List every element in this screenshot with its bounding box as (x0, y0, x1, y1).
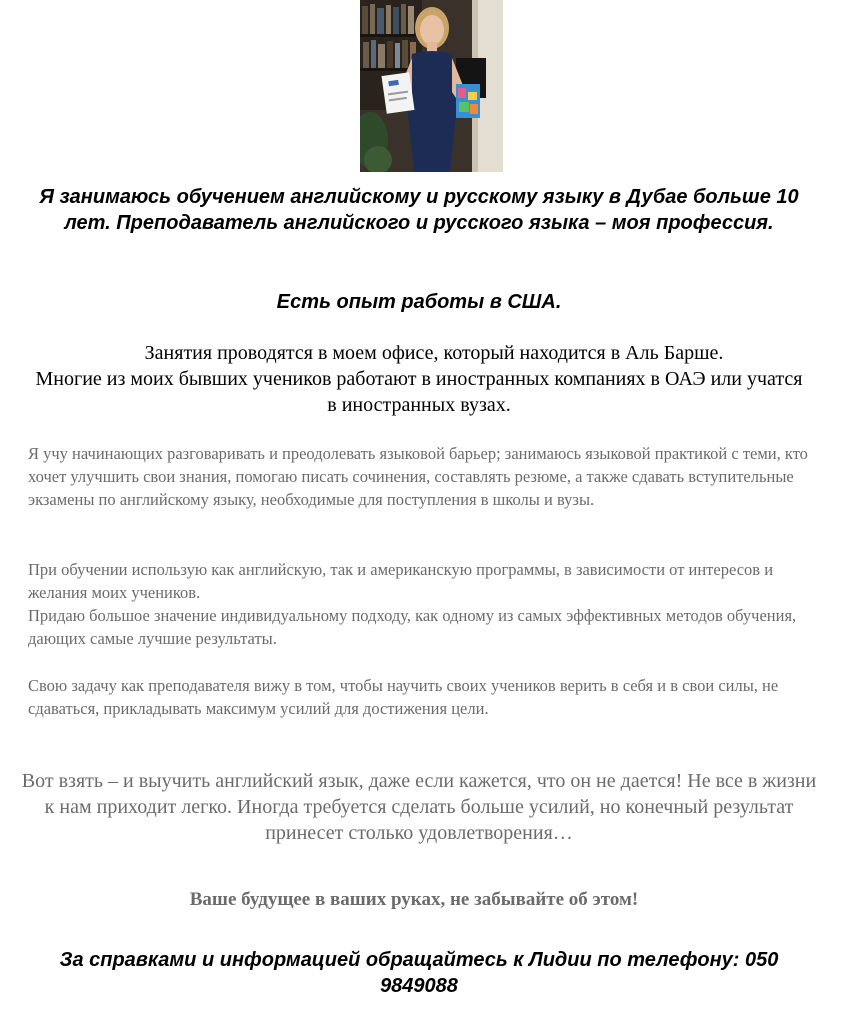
motivation-paragraph: Вот взять – и выучить английский язык, даже если кажется, что он не дается! Не все в жизни к нам приходит легко. Иногда требуется сделать больше усилий, но конечный результат принесет столько удовлетворения… (21, 770, 817, 844)
former-students-line: Многие из моих бывших учеников работают в иностранных компаниях в ОАЭ или учатся в иностранных вузах. (35, 368, 803, 416)
teacher-photo (360, 0, 503, 172)
intro-paragraph: Я занимаюсь обучением английскому и русскому языку в Дубае больше 10 лет. Преподаватель английского и русского языка – моя профессия. (39, 186, 799, 234)
teacher-goal-paragraph: Свою задачу как преподавателя вижу в том, чтобы научить своих учеников верить в себя и в свои силы, не сдаваться, прикладывать максимум усилий для достижения цели. (28, 676, 779, 718)
office-location-line: Занятия проводятся в моем офисе, который находится в Аль Барше. (144, 342, 724, 364)
teaching-services-paragraph: Я учу начинающих разговаривать и преодолевать языковой барьер; занимаюсь языковой практикой с теми, кто хочет улучшить свои знания, помогаю писать сочинения, составлять резюме, а также сдавать вступительные экзамены по английскому языку, необходимые для поступления в школы и вузы. (28, 444, 808, 509)
contact-info: За справками и информацией обращайтесь к Лидии по телефону: 050 9849088 (59, 949, 779, 997)
future-slogan: Ваше будущее в ваших руках, не забывайте об этом! (189, 889, 639, 910)
office-paragraph (30, 340, 808, 418)
individual-approach-paragraph: Придаю большое значение индивидуальному подходу, как одному из самых эффективных методов обучения, дающих самые лучшие результаты. (28, 606, 797, 648)
programs-paragraph: При обучении использую как английскую, так и американскую программы, в зависимости от интересов и желания моих учеников. (28, 560, 774, 602)
usa-experience: Есть опыт работы в США. (276, 291, 562, 313)
